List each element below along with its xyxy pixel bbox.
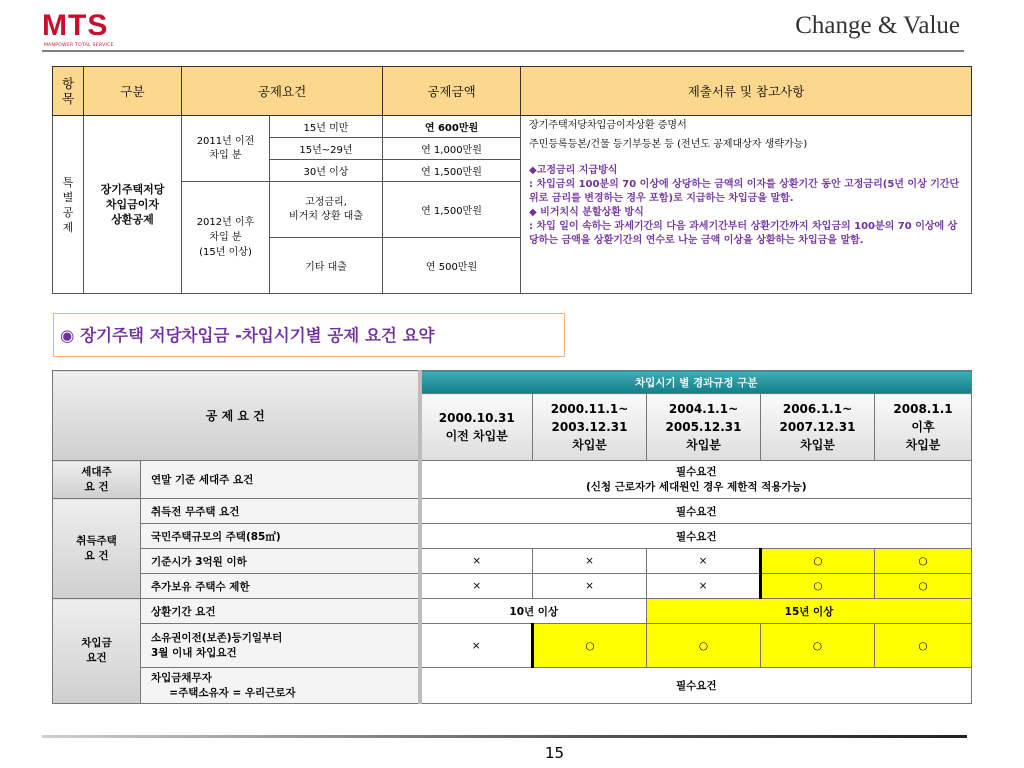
requirement-cell: 15년~29년 [270, 138, 383, 160]
section-caption: ◉ 장기주택 저당차입금 -차입시기별 공제 요건 요약 [53, 313, 565, 357]
header-divider [42, 50, 964, 52]
period-band: 차입시기 별 경과규정 구분 [420, 371, 972, 394]
deduction-table [52, 66, 972, 294]
docs-line: 장기주택저당차입금이자상환 증명서 [529, 120, 687, 131]
mark-cell: × [420, 624, 533, 668]
amount-cell: 연 1,000만원 [383, 138, 521, 160]
requirements-corner: 공 제 요 건 [53, 371, 420, 461]
page-number: 15 [545, 744, 565, 762]
group-household: 세대주 요 건 [53, 461, 141, 499]
period-header: 2000.10.31 이전 차입분 [420, 394, 533, 461]
mark-cell: ○ [761, 549, 875, 574]
mark-cell: × [420, 549, 533, 574]
row-value: 필수요건 [420, 499, 972, 524]
mark-cell: ○ [647, 624, 761, 668]
slogan: Change & Value [795, 12, 960, 39]
period-header: 2004.1.1~ 2005.12.31 차입분 [647, 394, 761, 461]
requirement-cell: 기타 대출 [270, 238, 383, 294]
header-requirements: 공제요건 [182, 67, 383, 116]
period-2012: 2012년 이후 차입 분 (15년 이상) [182, 182, 270, 294]
non-grace-desc: : 차입 일이 속하는 과세기간의 다음 과세기간부터 상환기간까지 차입금의 100분의 70 이상에 상당하는 금액을 상환기간의 연수로 나눈 금액 이상을 상환하는 차입금을 말함. [529, 221, 958, 246]
header-amount: 공제금액 [383, 67, 521, 116]
requirement-cell: 고정금리, 비거치 상환 대출 [270, 182, 383, 238]
mark-cell: × [647, 574, 761, 599]
period-2011: 2011년 이전 차입 분 [182, 116, 270, 182]
row-value: 필수요건 (신청 근로자가 세대원인 경우 제한적 적용가능) [420, 461, 972, 499]
mark-cell: ○ [875, 574, 972, 599]
mark-cell: ○ [533, 624, 647, 668]
row-label: 차입금채무자 =주택소유자 = 우리근로자 [141, 668, 420, 704]
group-acquisition: 취득주택 요 건 [53, 499, 141, 599]
row-value: 15년 이상 [647, 599, 972, 624]
amount-cell: 연 500만원 [383, 238, 521, 294]
period-header: 2000.11.1~ 2003.12.31 차입분 [533, 394, 647, 461]
logo-subtitle: MANPOWER TOTAL SERVICE [44, 43, 114, 48]
footer-divider [42, 735, 967, 738]
row-label: 기준시가 3억원 이하 [141, 549, 420, 574]
amount-cell: 연 600만원 [383, 116, 521, 138]
mark-cell: ○ [761, 574, 875, 599]
row-label: 소유권이전(보존)등기일부터 3월 이내 차입요건 [141, 624, 420, 668]
header-category: 구분 [84, 67, 182, 116]
mark-cell: ○ [875, 624, 972, 668]
mark-cell: ○ [875, 549, 972, 574]
group-loan: 차입금 요건 [53, 599, 141, 704]
mark-cell: ○ [761, 624, 875, 668]
header-docs: 제출서류 및 참고사항 [521, 67, 972, 116]
docs-cell [521, 116, 972, 294]
amount-cell: 연 1,500만원 [383, 182, 521, 238]
mark-cell: × [533, 549, 647, 574]
row-label: 추가보유 주택수 제한 [141, 574, 420, 599]
row-value: 필수요건 [420, 668, 972, 704]
header-item: 항 목 [53, 67, 84, 116]
company-logo [42, 10, 162, 50]
row-label: 상환기간 요건 [141, 599, 420, 624]
row-label: 연말 기준 세대주 요건 [141, 461, 420, 499]
row-value: 필수요건 [420, 524, 972, 549]
requirements-table [52, 370, 972, 704]
period-header: 2008.1.1 이후 차입분 [875, 394, 972, 461]
requirement-cell: 15년 미만 [270, 116, 383, 138]
non-grace-title: ◆ 비거치식 분할상환 방식 [529, 207, 644, 218]
category-label: 장기주택저당 차입금이자 상환공제 [84, 116, 182, 294]
logo-text: MTS [42, 9, 109, 42]
fixed-rate-title: ◆고정금리 지급방식 [529, 165, 618, 176]
amount-cell: 연 1,500만원 [383, 160, 521, 182]
docs-line: 주민등록등본/건물 등기부등본 등 (전년도 공제대상자 생략가능) [529, 139, 808, 150]
mark-cell: × [420, 574, 533, 599]
fixed-rate-desc: : 차입금의 100분의 70 이상에 상당하는 금액의 이자를 상환기간 동안 고정금리(5년 이상 기간단위로 금리를 변경하는 경우 포함)로 지급하는 차입금을 말함. [529, 179, 960, 204]
requirement-cell: 30년 이상 [270, 160, 383, 182]
row-label: 취득전 무주택 요건 [141, 499, 420, 524]
deduction-table-header [53, 67, 972, 116]
row-value: 10년 이상 [420, 599, 647, 624]
mark-cell: × [533, 574, 647, 599]
period-header: 2006.1.1~ 2007.12.31 차입분 [761, 394, 875, 461]
table-row [53, 116, 972, 138]
row-label: 국민주택규모의 주택(85㎡) [141, 524, 420, 549]
mark-cell: × [647, 549, 761, 574]
item-label: 특 별 공 제 [53, 116, 84, 294]
